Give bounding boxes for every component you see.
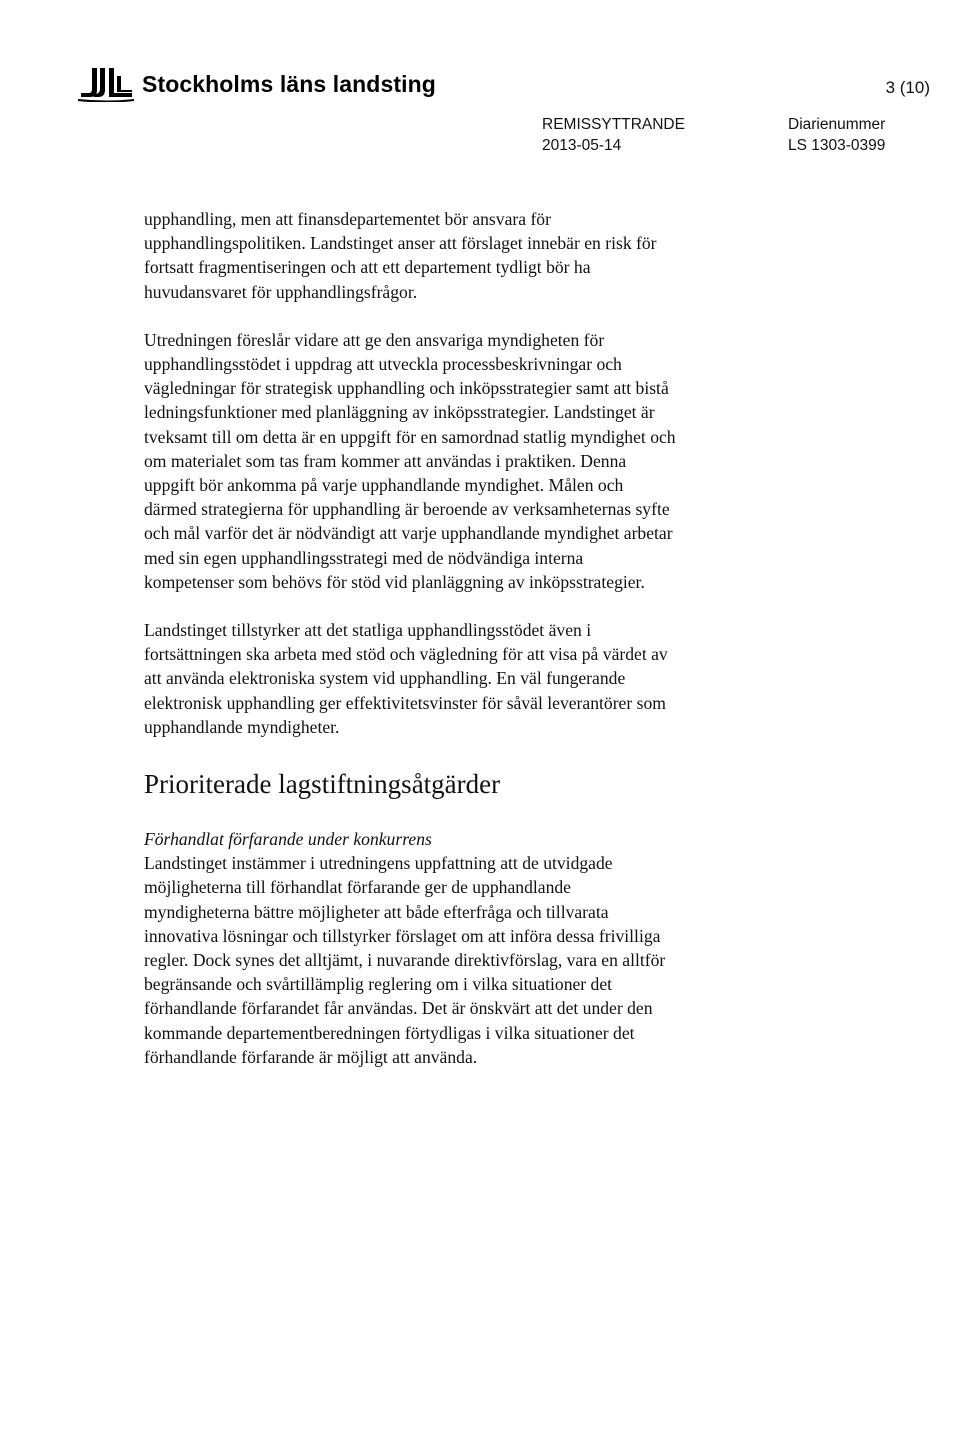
- text-line: möjligheterna till förhandlat förfarande ger de upphandlande: [144, 877, 571, 898]
- text-line: att använda elektroniska system vid upphandling. En väl fungerande: [144, 668, 626, 689]
- text-line: kompetenser som behövs för stöd vid planläggning av inköpsstrategier.: [144, 571, 645, 592]
- section-heading: Prioriterade lagstiftningsåtgärder: [144, 769, 501, 800]
- text-line: förhandlande förfarandet får användas. Det är önskvärt att det under den: [144, 998, 653, 1019]
- document-type: REMISSYTTRANDE: [542, 116, 685, 133]
- text-line: därmed strategierna för upphandling är beroende av verksamheternas syfte: [144, 499, 670, 520]
- paragraph-3: [144, 618, 934, 739]
- text-line: kommande departementberedningen förtydligas i vilka situationer det: [144, 1022, 635, 1043]
- text-line: ledningsfunktioner med planläggning av inköpsstrategier. Landstinget är: [144, 402, 655, 423]
- text-line: regler. Dock synes det alltjämt, i nuvarande direktivförslag, vara en alltför: [144, 950, 666, 971]
- letterhead: [78, 66, 436, 102]
- text-line: med sin egen upphandlingsstrategi med de nödvändiga interna: [144, 547, 584, 568]
- text-line: Landstinget instämmer i utredningens uppfattning att de utvidgade: [144, 853, 613, 874]
- text-line: uppgift bör ankomma på varje upphandlande myndighet. Målen och: [144, 475, 624, 496]
- text-line: upphandling, men att finansdepartementet bör ansvara för: [144, 209, 551, 229]
- diary-number: LS 1303-0399: [788, 137, 886, 154]
- text-line: fortsatt fragmentiseringen och att ett departement tydligt bör ha: [144, 257, 591, 278]
- subsection-heading: Förhandlat förfarande under konkurrens: [144, 829, 432, 850]
- diary-label: Diarienummer: [788, 116, 886, 133]
- text-line: fortsättningen ska arbeta med stöd och vägledning för att visa på värdet av: [144, 644, 668, 665]
- text-line: om materialet som tas fram kommer att användas i praktiken. Denna: [144, 450, 627, 471]
- text-line: upphandlingspolitiken. Landstinget anser att förslaget innebär en risk för: [144, 233, 657, 254]
- text-line: upphandlande myndigheter.: [144, 716, 340, 737]
- sll-logo-icon: [78, 66, 134, 102]
- text-line: upphandlingsstödet i uppdrag att utveckla processbeskrivningar och: [144, 354, 622, 375]
- text-line: vägledningar för strategisk upphandling och inköpsstrategier samt att bistå: [144, 378, 669, 399]
- document-meta-left: [542, 114, 685, 156]
- page-number: 3 (10): [885, 78, 930, 97]
- paragraph-1: [144, 207, 934, 304]
- text-line: tveksamt till om detta är en uppgift för en samordnad statlig myndighet och: [144, 426, 676, 447]
- document-date: 2013-05-14: [542, 137, 622, 154]
- text-line: elektronisk upphandling ger effektivitetsvinster för såväl leverantörer som: [144, 692, 666, 713]
- text-line: huvudansvaret för upphandlingsfrågor.: [144, 281, 418, 302]
- organization-name: Stockholms läns landsting: [142, 70, 436, 97]
- paragraph-2: [144, 328, 934, 594]
- text-line: innovativa lösningar och tillstyrker förslaget om att införa dessa frivilliga: [144, 925, 661, 946]
- text-line: Utredningen föreslår vidare att ge den ansvariga myndigheten för: [144, 329, 605, 350]
- text-line: Landstinget tillstyrker att det statliga upphandlingsstödet även i: [144, 620, 592, 641]
- text-line: myndigheterna bättre möjligheter att både efterfråga och tillvarata: [144, 901, 609, 922]
- text-line: och mål varför det är nödvändigt att varje upphandlande myndighet arbetar: [144, 523, 673, 544]
- text-line: begränsande och svårtillämplig reglering om i vilka situationer det: [144, 974, 613, 995]
- document-meta-right: [788, 114, 885, 156]
- text-line: förhandlande förfarande är möjligt att använda.: [144, 1046, 478, 1067]
- document-body: [144, 207, 934, 1069]
- paragraph-4: [144, 827, 934, 1069]
